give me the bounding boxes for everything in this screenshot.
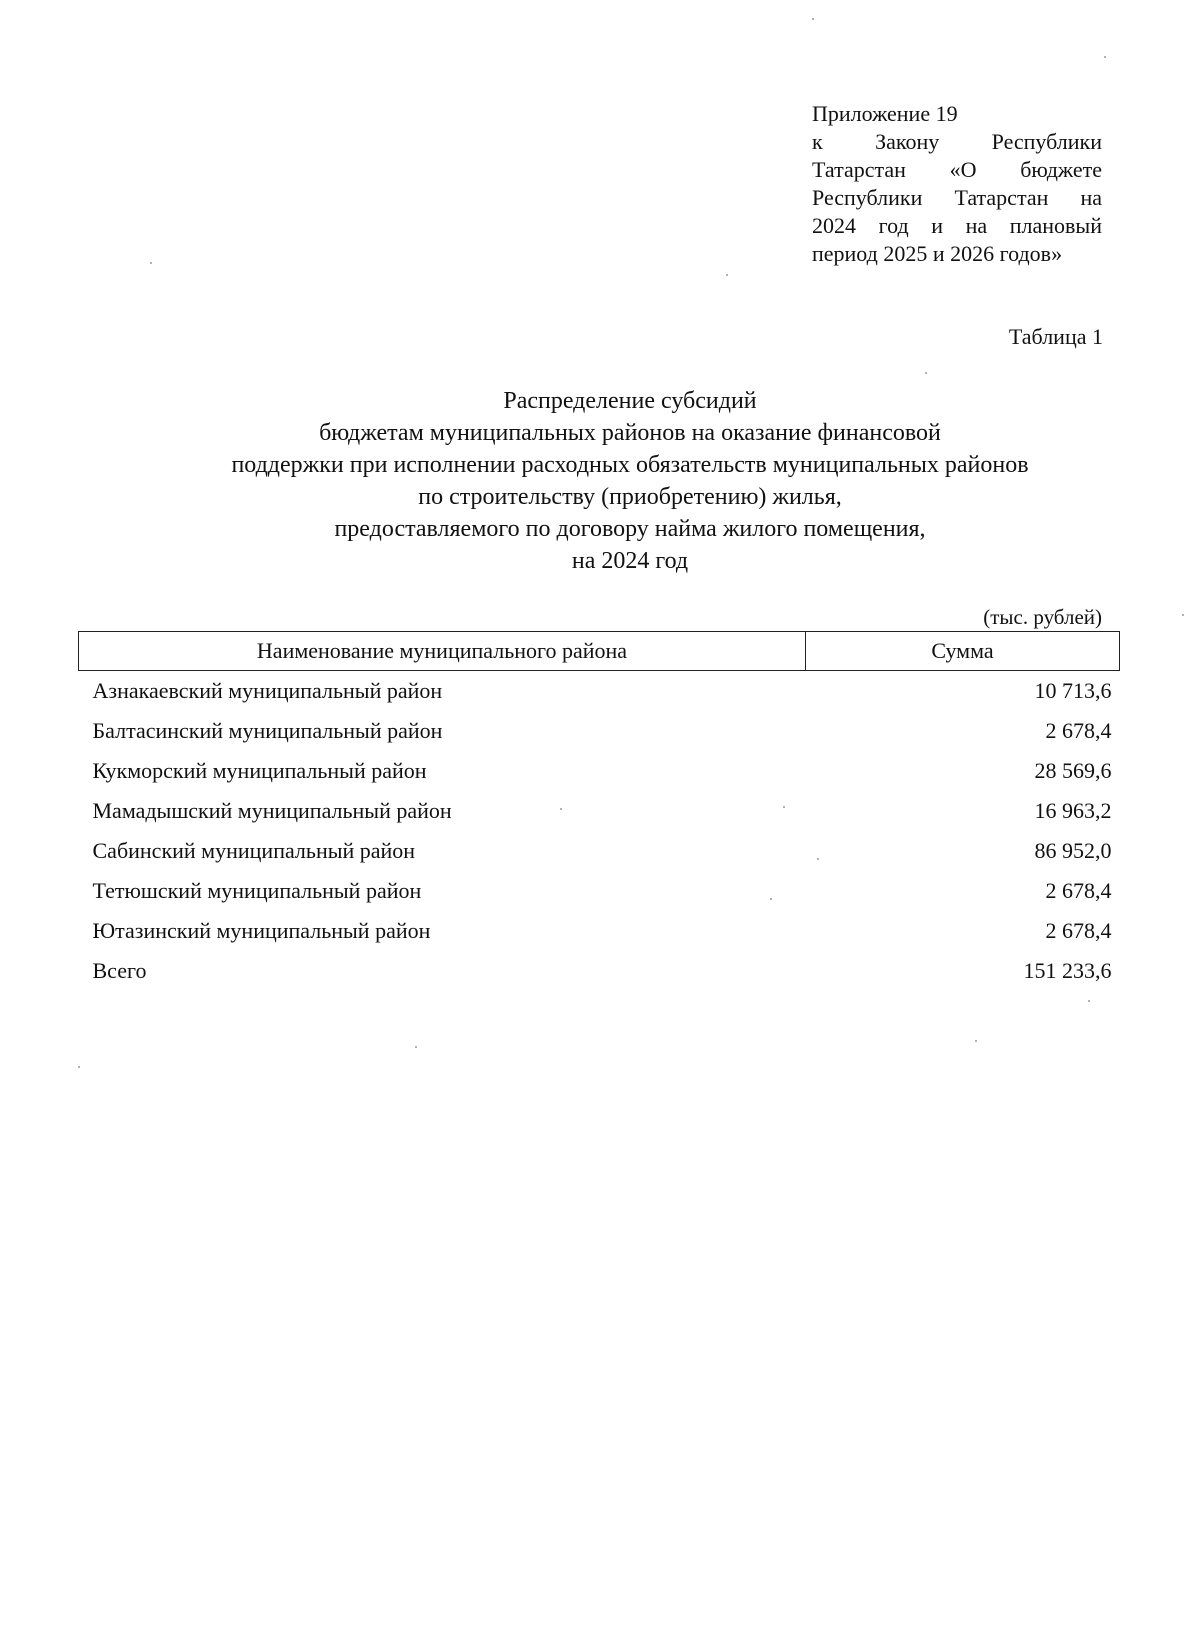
title-line: бюджетам муниципальных районов на оказание финансовой <box>319 420 941 446</box>
scan-speck <box>812 18 814 20</box>
appendix-reference <box>812 100 1102 268</box>
district-sum: 2 678,4 <box>1045 878 1112 903</box>
district-name: Ютазинский муниципальный район <box>92 918 431 943</box>
scan-speck <box>78 1066 80 1068</box>
subsidy-table <box>78 631 1120 991</box>
table-header-row <box>79 632 1120 671</box>
appendix-line: Приложение 19 <box>812 101 958 126</box>
district-sum: 16 963,2 <box>1034 798 1112 823</box>
total-label: Всего <box>92 958 147 983</box>
scan-speck <box>1182 614 1184 616</box>
table-row <box>79 911 1120 951</box>
scan-speck <box>560 808 562 810</box>
title-line: на 2024 год <box>571 548 689 574</box>
table-row <box>79 791 1120 831</box>
title-line: Распределение субсидий <box>503 388 757 414</box>
district-sum: 10 713,6 <box>1034 678 1112 703</box>
district-sum: 28 569,6 <box>1034 758 1112 783</box>
scan-speck <box>1104 56 1106 58</box>
scan-speck <box>726 274 728 276</box>
scan-speck <box>770 898 772 900</box>
table-number: Таблица 1 <box>1008 324 1103 349</box>
title-line: поддержки при исполнении расходных обязательств муниципальных районов <box>231 452 1029 478</box>
scan-speck <box>415 1046 417 1048</box>
total-sum: 151 233,6 <box>1023 958 1112 983</box>
table-row <box>79 671 1120 712</box>
appendix-line: период 2025 и 2026 годов» <box>812 241 1063 266</box>
header-district-name: Наименование муниципального района <box>79 632 806 671</box>
district-name: Сабинский муниципальный район <box>92 838 416 863</box>
table-row <box>79 711 1120 751</box>
appendix-line: 2024 год и на плановый <box>812 213 1102 238</box>
district-sum: 2 678,4 <box>1045 918 1112 943</box>
units-label: (тыс. рублей) <box>983 605 1102 629</box>
scan-speck <box>817 858 819 860</box>
district-name: Азнакаевский муниципальный район <box>92 678 443 703</box>
appendix-line: Татарстан «О бюджете <box>812 157 1102 182</box>
district-name: Балтасинский муниципальный район <box>92 718 443 743</box>
district-name: Мамадышский муниципальный район <box>92 798 452 823</box>
title-line: по строительству (приобретению) жилья, <box>418 484 842 510</box>
document-title <box>100 385 1160 577</box>
title-line: предоставляемого по договору найма жилого помещения, <box>334 516 926 542</box>
scan-speck <box>783 806 785 808</box>
table-row <box>79 751 1120 791</box>
header-sum: Сумма <box>806 632 1120 671</box>
table-row <box>79 871 1120 911</box>
scan-speck <box>1088 1000 1090 1002</box>
scan-speck <box>150 262 152 264</box>
scan-speck <box>925 372 927 374</box>
scan-speck <box>975 1040 977 1042</box>
district-sum: 2 678,4 <box>1045 718 1112 743</box>
district-name: Кукморский муниципальный район <box>92 758 427 783</box>
district-sum: 86 952,0 <box>1034 838 1112 863</box>
district-name: Тетюшский муниципальный район <box>92 878 422 903</box>
appendix-line: Республики Татарстан на <box>812 185 1102 210</box>
table-row <box>79 831 1120 871</box>
table-total-row <box>79 951 1120 991</box>
appendix-line: к Закону Республики <box>812 129 1102 154</box>
